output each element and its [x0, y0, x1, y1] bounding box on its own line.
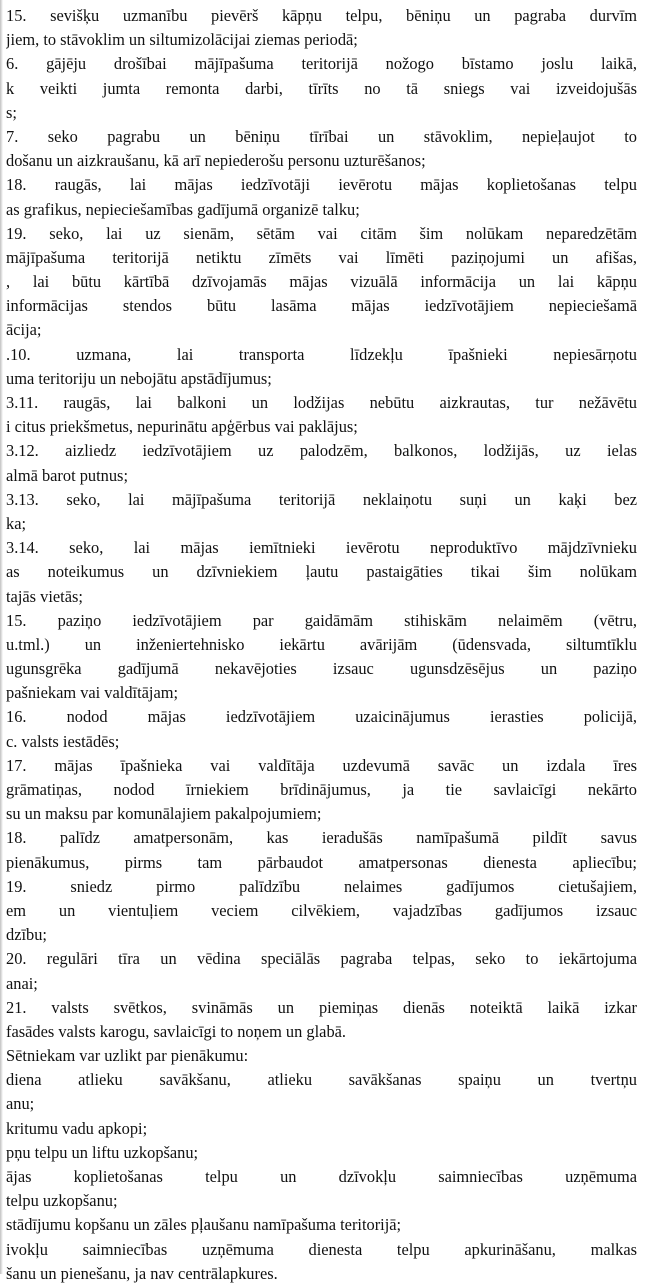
text-line: uma teritoriju un nebojātu apstādījumus;: [6, 368, 272, 388]
text-line: kritumu vadu apkopi;: [6, 1118, 148, 1138]
text-line: c. valsts iestādēs;: [6, 731, 120, 751]
text-line: em un vientuļiem veciem cilvēkiem, vajadzības gadījumos izsauc: [6, 900, 637, 920]
text-line: 16. nodod mājas iedzīvotājiem uzaicinājumus ierasties policijā,: [6, 707, 637, 727]
text-line: k veikti jumta remonta darbi, tīrīts no tā sniegs vai izveidojušās: [6, 78, 637, 98]
text-line: 18. raugās, lai mājas iedzīvotāji ievērotu mājas koplietošanas telpu: [6, 175, 637, 195]
text-line: mājīpašuma teritorijā netiktu zīmēts vai līmēti paziņojumi un afišas,: [6, 247, 637, 267]
text-line: jiem, to stāvoklim un siltumizolācijai ziemas periodā;: [6, 30, 358, 50]
text-line: dzību;: [6, 925, 47, 945]
text-line: 18. palīdz amatpersonām, kas ieradušās namīpašumā pildīt savus: [6, 828, 637, 848]
text-line: ācija;: [6, 320, 42, 340]
text-line: ājas koplietošanas telpu un dzīvokļu saimniecības uzņēmuma: [6, 1167, 637, 1186]
text-line: diena atlieku savākšanu, atlieku savākšanas spaiņu un tvertņu: [6, 1070, 637, 1090]
text-line: anai;: [6, 973, 38, 993]
text-line: Sētniekam var uzlikt par pienākumu:: [6, 1046, 249, 1066]
text-line: i citus priekšmetus, nepurinātu apģērbus vai paklājus;: [6, 417, 358, 437]
text-line: grāmatiņas, nodod īrniekiem brīdinājumus, ja tie savlaicīgi nekārto: [6, 780, 637, 799]
document-body: [6, 4, 637, 1286]
text-line: fasādes valsts karogu, savlaicīgi to noņem un glabā.: [6, 1021, 347, 1041]
text-line: pņu telpu un liftu uzkopšanu;: [6, 1142, 199, 1162]
text-line: tajās vietās;: [6, 586, 83, 606]
text-line: 19. sniedz pirmo palīdzību nelaimes gadījumos cietušajiem,: [6, 876, 637, 896]
text-line: stādījumu kopšanu un zāles pļaušanu namīpašuma teritorijā;: [6, 1215, 402, 1235]
text-line: pienākumus, pirms tam pārbaudot amatpersonas dienesta apliecību;: [6, 852, 637, 872]
text-line: ka;: [6, 513, 27, 533]
text-line: s;: [6, 102, 17, 122]
text-line: 3.12. aizliedz iedzīvotājiem uz palodzēm, balkonos, lodžijās, uz ielas: [6, 441, 637, 461]
text-line: 6. gājēju drošībai mājīpašuma teritorijā nožogo bīstamo joslu laikā,: [6, 54, 637, 74]
text-line: ugunsgrēka gadījumā nekavējoties izsauc ugunsdzēsējus un paziņo: [6, 659, 637, 679]
text-line: su un maksu par komunālajiem pakalpojumiem;: [6, 804, 322, 824]
text-line: almā barot putnus;: [6, 465, 128, 485]
text-line: as grafikus, nepieciešamības gadījumā organizē talku;: [6, 199, 360, 219]
text-line: došanu un aizkraušanu, kā arī nepiederošu personu uzturēšanos;: [6, 151, 426, 171]
text-line: 15. paziņo iedzīvotājiem par gaidāmām stihiskām nelaimēm (vētru,: [6, 610, 637, 630]
text-line: šanu un pienešanu, ja nav centrālapkures.: [6, 1263, 278, 1283]
text-line: anu;: [6, 1094, 35, 1114]
text-line: 7. seko pagrabu un bēniņu tīrībai un stāvoklim, nepieļaujot to: [6, 126, 637, 146]
text-line: 3.13. seko, lai mājīpašuma teritorijā neklaiņotu suņi un kaķi bez: [6, 489, 637, 509]
text-line: 19. seko, lai uz sienām, sētām vai citām šim nolūkam neparedzētām: [6, 223, 637, 243]
text-line: 15. sevišķu uzmanību pievērš kāpņu telpu, bēniņu un pagraba durvīm: [6, 6, 637, 25]
text-line: 3.11. raugās, lai balkoni un lodžijas nebūtu aizkrautas, tur nežāvētu: [6, 393, 637, 412]
text-line: .10. uzmana, lai transporta līdzekļu īpašnieki nepiesārņotu: [6, 344, 637, 364]
text-line: 21. valsts svētkos, svināmās un piemiņas dienās noteiktā laikā izkar: [6, 997, 637, 1017]
text-line: pašniekam vai valdītājam;: [6, 683, 179, 703]
text-line: u.tml.) un inženiertehnisko iekārtu avārijām (ūdensvada, siltumtīklu: [6, 634, 637, 654]
text-line: 3.14. seko, lai mājas iemītnieki ievērotu neproduktīvo mājdzīvnieku: [6, 538, 637, 558]
text-line: 17. mājas īpašnieka vai valdītāja uzdevumā savāc un izdala īres: [6, 755, 637, 775]
text-line: 20. regulāri tīra un vēdina speciālās pagraba telpas, seko to iekārtojuma: [6, 949, 637, 969]
text-line: as noteikumus un dzīvniekiem ļautu pastaigāties tikai šim nolūkam: [6, 562, 637, 582]
binding-edge-shadow: [0, 0, 3, 1274]
text-line: telpu uzkopšanu;: [6, 1191, 118, 1211]
text-line: ivokļu saimniecības uzņēmuma dienesta telpu apkurināšanu, malkas: [6, 1239, 637, 1259]
text-line: informācijas stendos būtu lasāma mājas iedzīvotājiem nepieciešamā: [6, 296, 637, 316]
text-line: , lai būtu kārtībā dzīvojamās mājas vizuālā informācija un lai kāpņu: [6, 272, 637, 292]
